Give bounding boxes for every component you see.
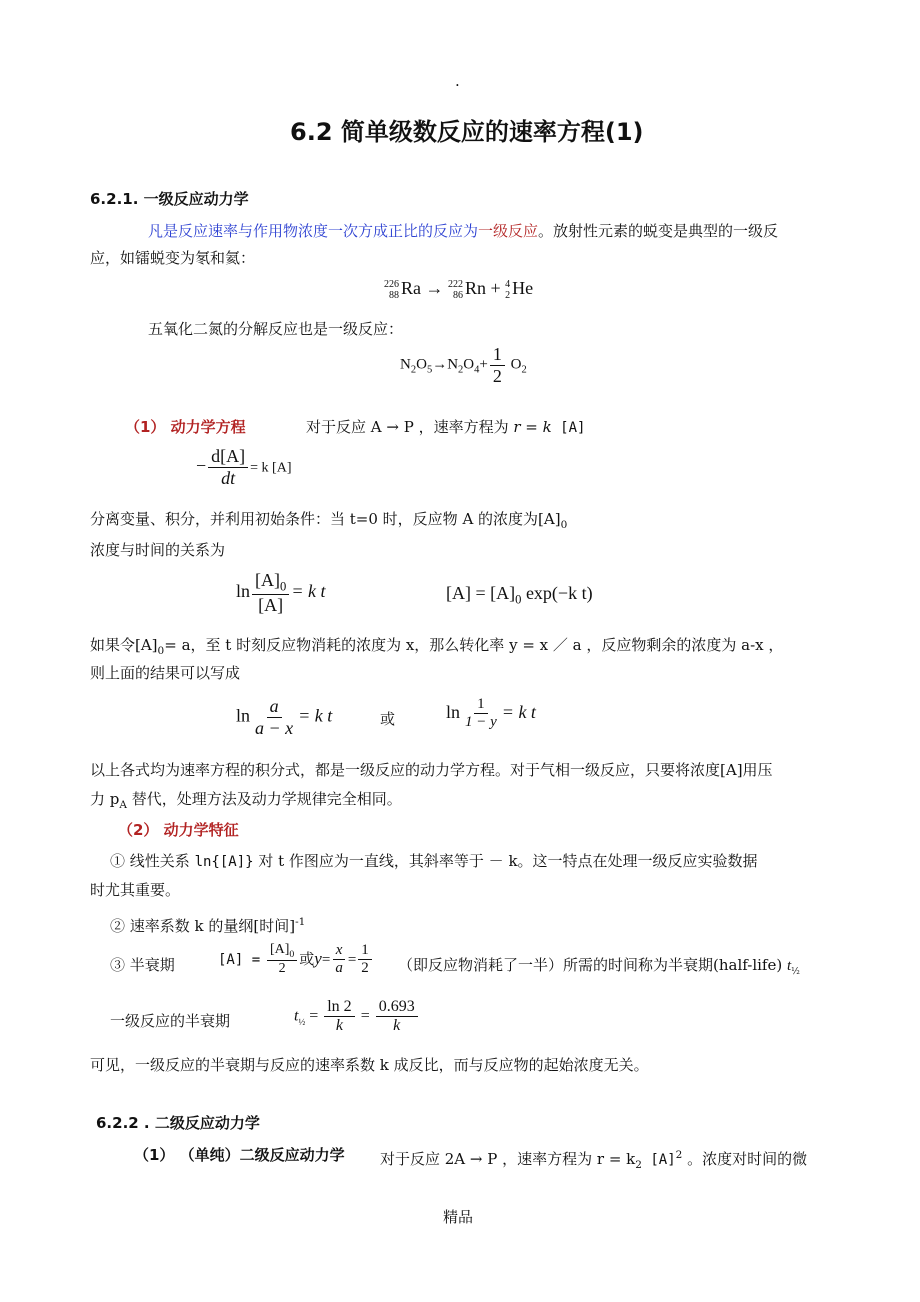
intro-tail: 。放射性元素的蜕变是典型的一级反 [538,222,779,240]
feature1-line2: 时尤其重要。 [90,881,181,899]
feature2: ② 速率系数 k 的量纲[时间]$^{-1}$ [110,916,306,935]
page-footer: 精品 [443,1208,474,1226]
header-dot: . [455,72,460,90]
intro-line2: 应，如镭蜕变为氡和氦： [90,249,256,267]
feature1-line1: ① 线性关系 ln{[A]} 对 t 作图应为一直线，其斜率等于 － k。这一特点在处理一级反应实验数据 [110,852,758,870]
plus-sign: + [490,278,501,298]
s622-item1-label: （1） （单纯）二级反应动力学 [134,1146,345,1164]
feature3-formula: [A] = $\frac{[A]_0}{2}$ 或y= $\frac{x}{a}$ = $\frac{1}{2}$ [218,942,374,978]
rate-derivative: − $\frac{d[A]}{dt}$ = k [A] [196,446,292,488]
or-word: 或 [380,710,396,728]
conclusion: 可见，一级反应的半衰期与反应的速率系数 k 成反比，而与反应物的起始浓度无关。 [90,1056,649,1074]
ra-symbol: Ra [401,278,421,298]
reaction-arrow: → [425,278,444,298]
halflife-label: 一级反应的半衰期 [110,1012,231,1030]
exp-equation: $[A] = [A]_0$ exp(−k t) [446,583,593,607]
feature3-label: ③ 半衰期 [110,956,175,974]
ra-nuclide-numbers: 226 88 [384,278,399,301]
he-nuclide-numbers: 4 2 [505,278,511,301]
section-heading-622: 6.2.2 . 二级反应动力学 [96,1114,260,1132]
intro-line1 [148,220,778,242]
s622-item1-text: 对于反应 2A → P ，速率方程为 $r = k_2$ $[A]^2$ 。浓度对时间的微 [380,1149,808,1171]
intro-definition: 凡是反应速率与作用物浓度一次方成正比的反应为 [148,222,479,240]
item1-label: （1） 动力学方程 [125,418,246,436]
conversion-line2: 则上面的结果可以写成 [90,664,241,682]
ln-equation-3: ln $\frac{1}{1 - y}$ = k t [446,696,536,731]
intro-term: 一级反应 [478,222,539,240]
page-title: 6.2 简单级数反应的速率方程(1) [290,118,644,146]
item2-label: （2） 动力学特征 [118,821,239,839]
ln-equation-1: ln $\frac{[A]_0}{[A]}$ = k t [236,570,326,616]
conversion-line1: 如果令$[A]_0= a$，至 t 时刻反应物消耗的浓度为 x，那么转化率 y = x ／ a ，反应物剩余的浓度为 a-x ， [90,636,784,657]
separation-text: 分离变量、积分，并利用初始条件：当 t=0 时，反应物 A 的浓度为$[A]_0$ [90,510,568,531]
halflife-formula: $t_{\frac{1}{2}}$ = $\frac{\ln 2}{k}$ = $\frac{0.693}{k}$ [294,998,420,1036]
n2o5-text: 五氧化二氮的分解反应也是一级反应： [148,320,404,338]
summary-line2: 力 $p_A$ 替代，处理方法及动力学规律完全相同。 [90,790,402,811]
rn-nuclide-numbers: 222 86 [448,278,463,301]
feature3-text: （即反应物消耗了一半）所需的时间称为半衰期(half-life) $t_{\frac{1}{2}}$ [398,956,800,977]
n2o5-equation: $N_2O_5\to N_2O_4+$ $\frac{1}{2}$ $O_2$ [400,344,527,386]
section-heading-621: 6.2.1. 一级反应动力学 [90,190,249,208]
decay-equation [384,278,533,301]
rn-symbol: Rn [465,278,487,298]
summary-line1: 以上各式均为速率方程的积分式，都是一级反应的动力学方程。对于气相一级反应，只要将浓度[A]用压 [90,761,773,779]
item1-text: 对于反应 A → P ，速率方程为 r = k [A] [306,418,586,436]
ln-equation-2: ln $\frac{a}{a - x}$ = k t [236,696,333,738]
relation-text: 浓度与时间的关系为 [90,541,226,559]
he-symbol: He [512,278,534,298]
